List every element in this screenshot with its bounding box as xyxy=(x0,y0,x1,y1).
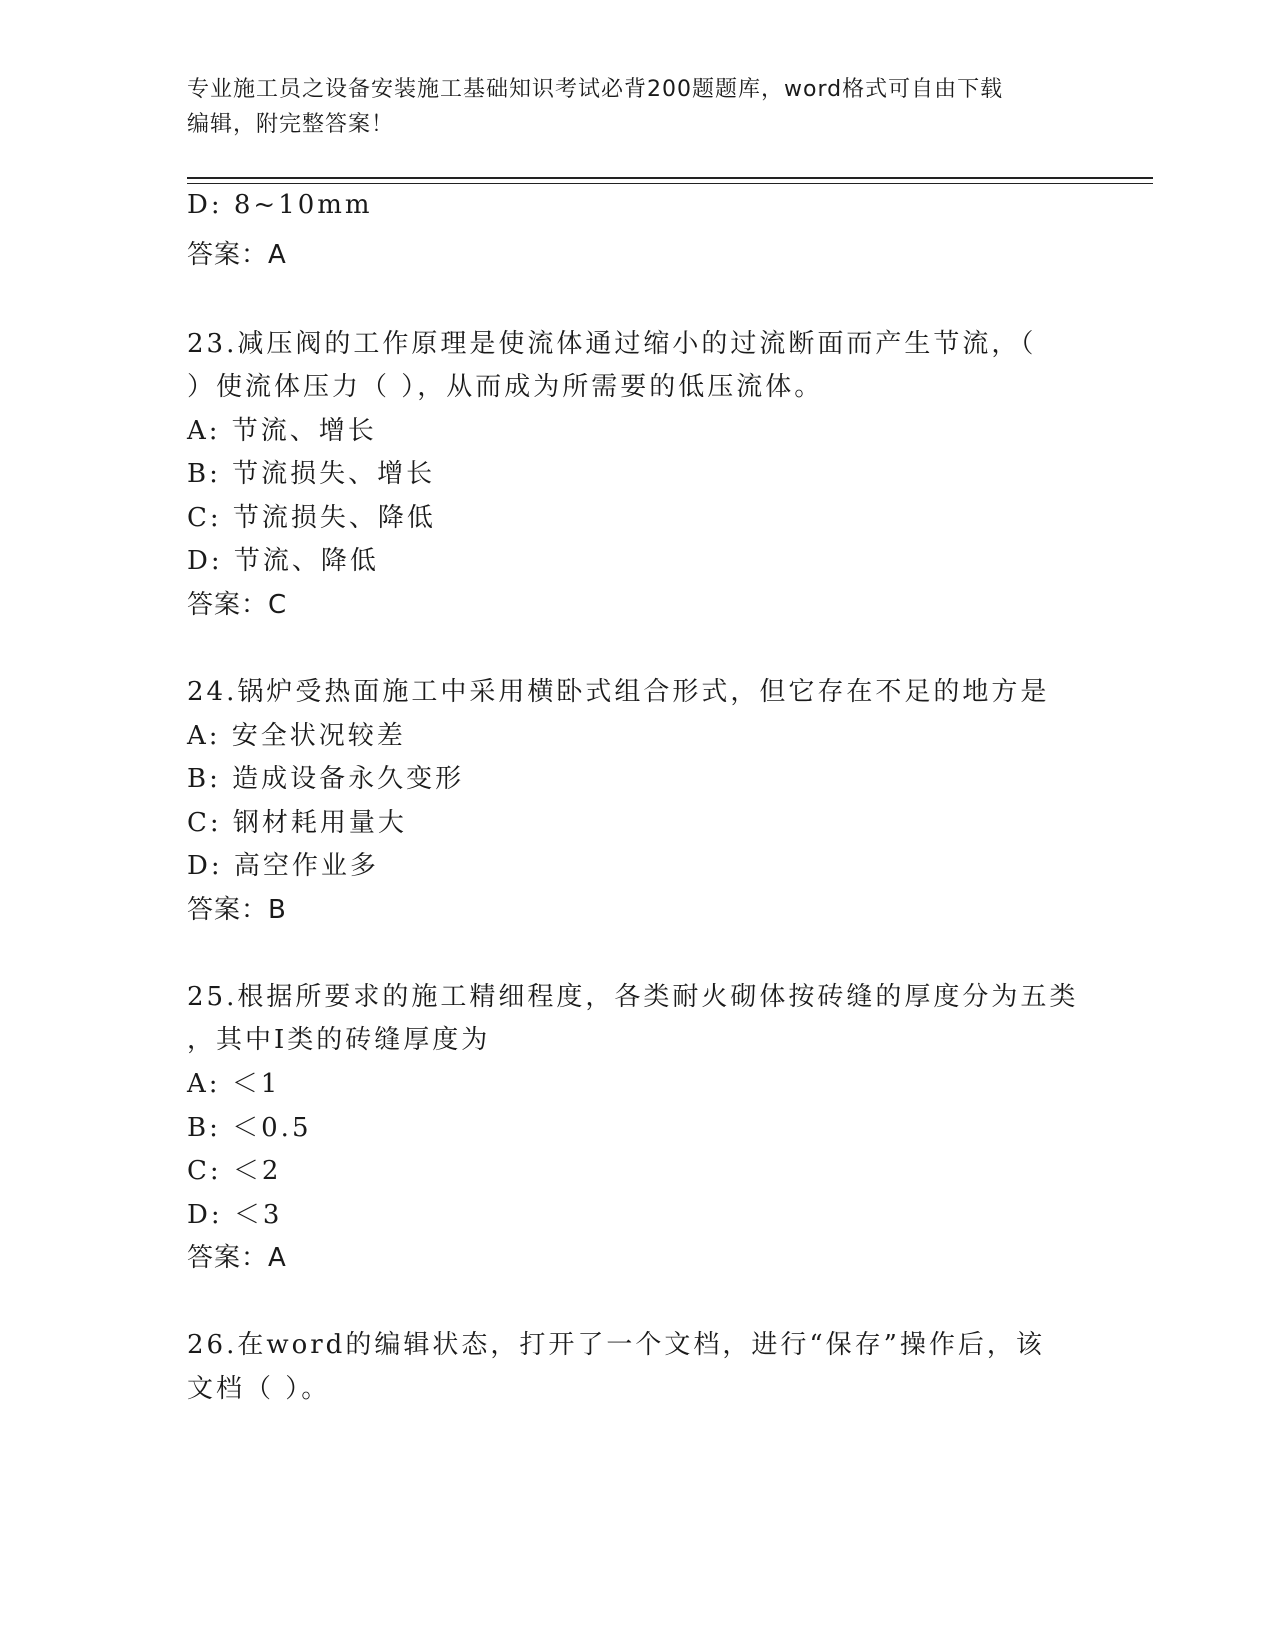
q26-text-line-1: 26.在word的编辑状态，打开了一个文档，进行“保存”操作后，该 xyxy=(187,1330,1045,1360)
q23-text-line-2: ）使流体压力（ ），从而成为所需要的低压流体。 xyxy=(187,372,824,402)
q25-text-line-2: ，其中Ⅰ类的砖缝厚度为 xyxy=(187,1025,491,1055)
q23-option-b: B: 节流损失、增长 xyxy=(187,459,436,489)
q24-option-d: D: 高空作业多 xyxy=(187,851,379,881)
header-line-2: 编辑，附完整答案！ xyxy=(187,112,395,137)
q23-answer: 答案：C xyxy=(187,590,288,620)
header-line-1: 专业施工员之设备安装施工基础知识考试必背200题题库，word格式可自由下载 xyxy=(187,77,1004,102)
header-divider-thin xyxy=(187,183,1153,184)
q23-option-a: A: 节流、增长 xyxy=(187,416,377,446)
q24-answer: 答案：B xyxy=(187,895,287,925)
document-header xyxy=(187,72,1107,142)
q25-option-c: C: ＜2 xyxy=(187,1156,282,1186)
prev-option-d: D: 8~10mm xyxy=(187,190,373,220)
q25-text-line-1: 25.根据所要求的施工精细程度，各类耐火砌体按砖缝的厚度分为五类 xyxy=(187,982,1079,1012)
q26-text-line-2: 文档（ ）。 xyxy=(187,1374,331,1404)
q23-option-c: C: 节流损失、降低 xyxy=(187,503,436,533)
prev-answer: 答案：A xyxy=(187,240,287,270)
q24-option-c: C: 钢材耗用量大 xyxy=(187,808,407,838)
q25-option-d: D: ＜3 xyxy=(187,1200,283,1230)
q23-text-line-1: 23.减压阀的工作原理是使流体通过缩小的过流断面而产生节流，（ xyxy=(187,329,1037,359)
q25-answer: 答案：A xyxy=(187,1243,287,1273)
q23-option-d: D: 节流、降低 xyxy=(187,546,379,576)
q24-option-b: B: 造成设备永久变形 xyxy=(187,764,465,794)
header-divider-thick xyxy=(187,177,1153,179)
q25-option-a: A: ＜1 xyxy=(187,1069,281,1099)
q25-option-b: B: ＜0.5 xyxy=(187,1113,312,1143)
q24-option-a: A: 安全状况较差 xyxy=(187,721,406,751)
q24-text-line-1: 24.锅炉受热面施工中采用横卧式组合形式，但它存在不足的地方是 xyxy=(187,677,1050,707)
